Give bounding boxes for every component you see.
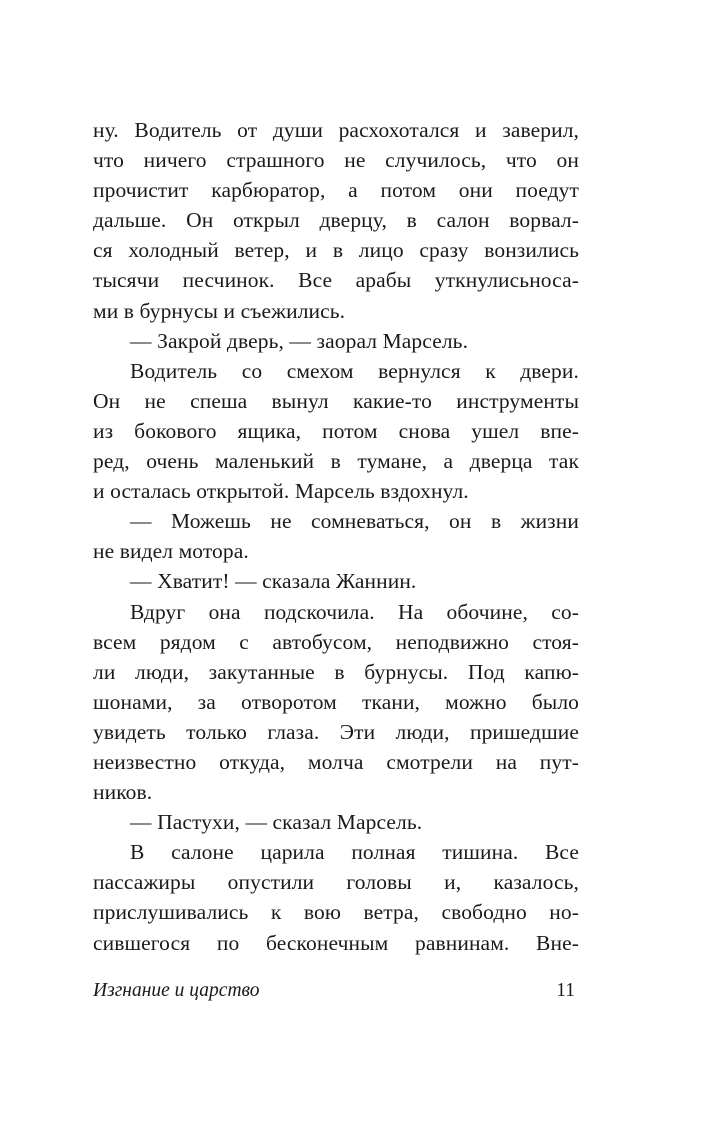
text-line: ли люди, закутанные в бурнусы. Под капю-	[93, 659, 579, 684]
text-line: увидеть только глаза. Эти люди, пришедшие	[93, 719, 579, 744]
text-line: тысячи песчинок. Все арабы уткнулисьноса-	[93, 268, 579, 293]
body-text	[93, 115, 579, 958]
text-line: — Пастухи, — сказал Марсель.	[130, 810, 423, 835]
text-line: пассажиры опустили головы и, казалось,	[93, 870, 579, 895]
text-line: из бокового ящика, потом снова ушел впе-	[93, 418, 579, 443]
text-line: — Закрой дверь, — заорал Марсель.	[130, 328, 469, 353]
text-line: прочистит карбюратор, а потом они поедут	[93, 178, 579, 203]
text-line: всем рядом с автобусом, неподвижно стоя-	[93, 629, 579, 654]
running-title: Изгнание и царство	[93, 980, 260, 1001]
text-line: что ничего страшного не случилось, что он	[93, 148, 579, 173]
text-line: Вдруг она подскочила. На обочине, со-	[130, 599, 579, 624]
text-line: ся холодный ветер, и в лицо сразу вонзились	[93, 238, 579, 263]
text-line: ну. Водитель от души расхохотался и заверил,	[93, 118, 579, 142]
text-line: шонами, за отворотом ткани, можно было	[93, 689, 579, 714]
text-line: дальше. Он открыл дверцу, в салон ворвал-	[93, 208, 579, 233]
text-line: — Хватит! — сказала Жаннин.	[130, 569, 417, 594]
page-footer	[93, 978, 579, 1004]
text-line: ред, очень маленький в тумане, а дверца так	[93, 449, 579, 474]
text-line: прислушивались к вою ветра, свободно но-	[93, 900, 579, 925]
text-line: Он не спеша вынул какие-то инструменты	[93, 388, 579, 413]
text-line: не видел мотора.	[93, 539, 249, 564]
text-line: В салоне царила полная тишина. Все	[130, 840, 579, 865]
text-line: ми в бурнусы и съежились.	[93, 298, 346, 323]
text-line: сившегося по бесконечным равнинам. Вне-	[93, 930, 579, 955]
text-line: — Можешь не сомневаться, он в жизни	[130, 509, 579, 534]
text-line: и осталась открытой. Марсель вздохнул.	[93, 479, 469, 504]
text-line: неизвестно откуда, молча смотрели на пут-	[93, 749, 579, 774]
page-number: 11	[556, 980, 575, 1001]
text-line: Водитель со смехом вернулся к двери.	[130, 358, 579, 383]
text-line: ников.	[93, 780, 153, 805]
